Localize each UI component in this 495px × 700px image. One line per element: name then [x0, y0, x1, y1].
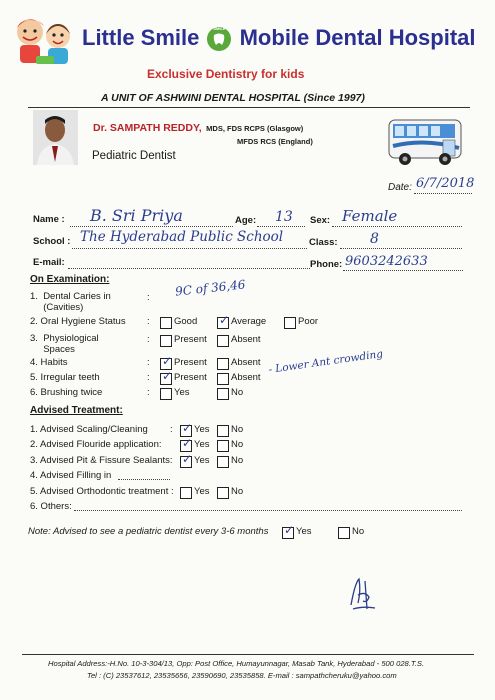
note-no-label: No: [352, 526, 365, 537]
irregular-absent-label: Absent: [231, 372, 261, 383]
unit-line: A UNIT OF ASHWINI DENTAL HOSPITAL (Since 1997): [101, 92, 365, 104]
check-icon: ✓: [182, 421, 193, 435]
phone-value: 9603242633: [345, 254, 428, 269]
brushing-yes-label: Yes: [174, 387, 190, 398]
others-label: 6. Others:: [30, 501, 72, 512]
tooth-logo-icon: [207, 27, 231, 51]
habits-absent-checkbox[interactable]: [217, 358, 229, 370]
school-label: School :: [33, 236, 71, 247]
sex-line: [332, 226, 462, 227]
doctor-name: Dr. SAMPATH REDDY,: [93, 122, 202, 134]
filling-label: 4. Advised Filling in: [30, 470, 112, 481]
sex-value: Female: [342, 207, 398, 225]
habits-colon: :: [147, 357, 150, 368]
check-icon: ✓: [182, 452, 193, 466]
age-value: 13: [275, 209, 293, 225]
fluoride-no-label: No: [231, 439, 244, 450]
ortho-no-label: No: [231, 486, 244, 497]
school-value: The Hyderabad Public School: [80, 229, 284, 245]
sealant-yes-label: Yes: [194, 455, 210, 466]
date-line: [414, 193, 472, 194]
note-no-checkbox[interactable]: [338, 527, 350, 539]
oral-hygiene-colon: :: [147, 316, 150, 327]
habits-note: - Lower Ant crowding: [267, 348, 384, 376]
logo-badge-text: SMILE: [213, 26, 226, 32]
sex-label: Sex:: [310, 215, 331, 226]
oral-good-checkbox[interactable]: [160, 317, 172, 329]
ortho-yes-label: Yes: [194, 486, 210, 497]
hospital-title: [82, 25, 476, 51]
physiological-label: 3. Physiological Spaces: [30, 333, 99, 355]
caries-note: 9C of 36,46: [174, 277, 247, 299]
doctor-signature: [345, 573, 380, 613]
check-icon: ✓: [219, 313, 230, 327]
doctor-specialty: Pediatric Dentist: [92, 150, 176, 162]
scaling-yes-label: Yes: [194, 424, 210, 435]
brushing-colon: :: [147, 387, 150, 398]
caries-colon: :: [147, 292, 150, 303]
caries-label: 1. Dental Caries in (Cavities): [30, 291, 111, 313]
oral-poor-label: Poor: [298, 316, 319, 327]
age-label: Age:: [235, 215, 257, 226]
address-text: :-H.No. 10-3-304/13, Opp: Post Office, Humayunnagar, Masab Tank, Hyderabad - 500 028.T.S.: [105, 659, 425, 668]
irregular-present-checkbox[interactable]: [160, 369, 173, 385]
habits-present-label: Present: [174, 357, 207, 368]
irregular-present-label: Present: [174, 372, 207, 383]
filling-line: [118, 479, 170, 480]
irregular-colon: :: [147, 372, 150, 383]
sealant-yes-checkbox[interactable]: [180, 452, 193, 468]
habits-label: 4. Habits: [30, 357, 68, 368]
footer-address: [48, 659, 424, 668]
phone-line: [343, 270, 463, 271]
oral-good-label: Good: [174, 316, 198, 327]
check-icon: ✓: [162, 369, 173, 383]
scaling-colon: :: [170, 424, 173, 435]
school-line: [72, 248, 307, 249]
date-value: 6/7/2018: [416, 176, 475, 191]
physio-absent-label: Absent: [231, 334, 261, 345]
name-value: B. Sri Priya: [90, 206, 183, 225]
ortho-yes-checkbox[interactable]: [180, 487, 192, 499]
name-line: [70, 226, 233, 227]
irregular-absent-checkbox[interactable]: [217, 373, 229, 385]
email-label: E-mail:: [33, 257, 65, 268]
brushing-no-checkbox[interactable]: [217, 388, 229, 400]
note-yes-checkbox[interactable]: [282, 523, 295, 539]
habits-absent-label: Absent: [231, 357, 261, 368]
oral-average-checkbox[interactable]: [217, 313, 230, 329]
ortho-label: 5. Advised Orthodontic treatment :: [30, 486, 174, 497]
physiological-colon: :: [147, 334, 150, 345]
brushing-no-label: No: [231, 387, 244, 398]
physio-absent-checkbox[interactable]: [217, 335, 229, 347]
doctor-qualifications-2: MFDS RCS (England): [237, 137, 313, 146]
kids-logo: [10, 12, 80, 70]
footer-contact: Tel : (C) 23537612, 23535656, 23590690, 23535858. E-mail : sampathcheruku@yahoo.com: [87, 671, 397, 680]
address-label: Hospital Address: [48, 659, 106, 668]
date-label: Date:: [388, 182, 412, 193]
title-part-2: Mobile Dental Hospital: [239, 25, 476, 50]
doctor-qualifications: MDS, FDS RCPS (Glasgow): [206, 124, 304, 133]
others-line: [74, 510, 462, 511]
oral-hygiene-label: 2. Oral Hygiene Status: [30, 316, 126, 327]
brushing-yes-checkbox[interactable]: [160, 388, 172, 400]
sealant-no-checkbox[interactable]: [217, 456, 229, 468]
doctor-name-line: [93, 118, 303, 136]
mobile-bus-image: [385, 112, 465, 170]
note-text: Note: Advised to see a pediatric dentist every 3-6 months: [28, 526, 269, 537]
scaling-no-checkbox[interactable]: [217, 425, 229, 437]
irregular-teeth-label: 5. Irregular teeth: [30, 372, 100, 383]
class-line: [340, 248, 462, 249]
fluoride-no-checkbox[interactable]: [217, 440, 229, 452]
sealant-label: 3. Advised Pit & Fissure Sealants:: [30, 455, 173, 466]
name-label: Name :: [33, 214, 65, 225]
check-icon: ✓: [284, 523, 295, 537]
physio-present-checkbox[interactable]: [160, 335, 172, 347]
check-icon: ✓: [162, 354, 173, 368]
scaling-label: 1. Advised Scaling/Cleaning: [30, 424, 148, 435]
doctor-photo: [33, 110, 78, 165]
check-icon: ✓: [182, 436, 193, 450]
title-part-1: Little Smile: [82, 25, 200, 50]
oral-poor-checkbox[interactable]: [284, 317, 296, 329]
fluoride-yes-label: Yes: [194, 439, 210, 450]
examination-heading: On Examination:: [30, 274, 110, 285]
treatment-heading: Advised Treatment:: [30, 405, 123, 416]
subtitle: Exclusive Dentistry for kids: [147, 67, 305, 81]
footer-rule: [22, 654, 474, 655]
fluoride-label: 2. Advised Flouride application:: [30, 439, 162, 450]
note-yes-label: Yes: [296, 526, 312, 537]
physio-present-label: Present: [174, 334, 207, 345]
ortho-no-checkbox[interactable]: [217, 487, 229, 499]
sealant-no-label: No: [231, 455, 244, 466]
header-rule: [28, 107, 470, 108]
brushing-label: 6. Brushing twice: [30, 387, 103, 398]
email-line: [68, 268, 310, 269]
class-label: Class:: [309, 237, 338, 248]
phone-label: Phone:: [310, 259, 343, 270]
age-line: [257, 226, 305, 227]
fluoride-yes-checkbox[interactable]: [180, 436, 193, 452]
class-value: 8: [370, 231, 379, 247]
scaling-no-label: No: [231, 424, 244, 435]
oral-average-label: Average: [231, 316, 267, 327]
